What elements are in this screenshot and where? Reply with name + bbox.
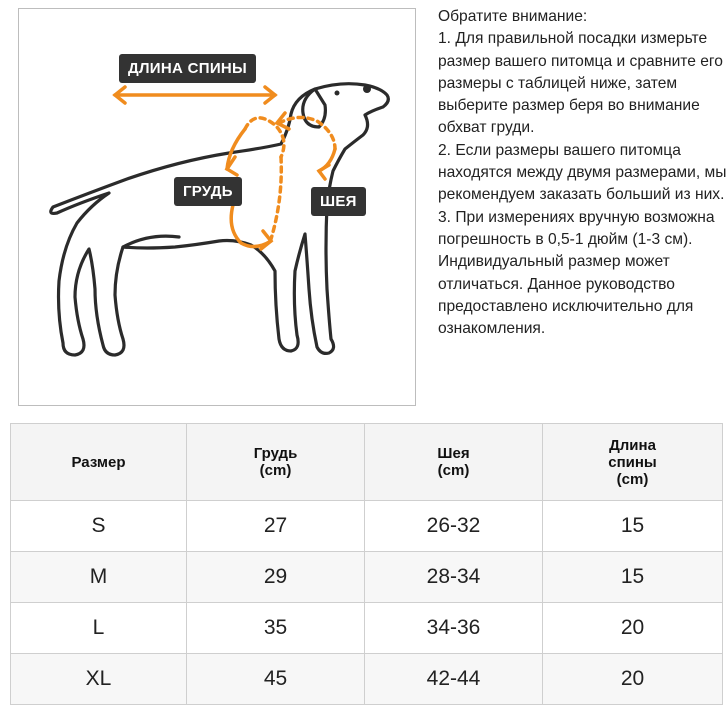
notes-heading: Обратите внимание: [438, 8, 588, 25]
notes-block [438, 6, 728, 340]
note-item: 1. Для правильной посадки измерьте размер вашего питомца и сравните его размеры с таблицей ниже, затем выберите размер беря во внимание обхват груди. [438, 30, 723, 137]
table-row [11, 654, 723, 705]
header-chest: Грудь (cm) [187, 424, 365, 501]
cell-back-length: 20 [543, 603, 723, 654]
note-item: 2. Если размеры вашего питомца находятся между двумя размерами, мы рекомендуем заказать больший из них. [438, 141, 727, 204]
size-chart-table [10, 423, 723, 705]
back-length-label: ДЛИНА СПИНЫ [119, 54, 256, 83]
dog-measurement-illustration [18, 8, 416, 406]
cell-size: L [11, 603, 187, 654]
table-row [11, 501, 723, 552]
cell-neck: 42-44 [365, 654, 543, 705]
header-size: Размер [11, 424, 187, 501]
header-back-length: Длина спины (cm) [543, 424, 723, 501]
cell-back-length: 20 [543, 654, 723, 705]
cell-chest: 27 [187, 501, 365, 552]
cell-size: XL [11, 654, 187, 705]
cell-back-length: 15 [543, 552, 723, 603]
header-neck: Шея (cm) [365, 424, 543, 501]
cell-neck: 34-36 [365, 603, 543, 654]
table-header-row [11, 424, 723, 501]
note-item: 3. При измерениях вручную возможна погрешность в 0,5-1 дюйм (1-3 см). Индивидуальный размер может отличаться. Данное руководство предоставлено исключительно для ознакомления. [438, 208, 715, 338]
table-row [11, 552, 723, 603]
cell-chest: 35 [187, 603, 365, 654]
cell-size: M [11, 552, 187, 603]
cell-neck: 26-32 [365, 501, 543, 552]
cell-chest: 45 [187, 654, 365, 705]
cell-neck: 28-34 [365, 552, 543, 603]
table-row [11, 603, 723, 654]
neck-label: ШЕЯ [311, 187, 366, 216]
cell-chest: 29 [187, 552, 365, 603]
cell-back-length: 15 [543, 501, 723, 552]
chest-label: ГРУДЬ [174, 177, 242, 206]
cell-size: S [11, 501, 187, 552]
